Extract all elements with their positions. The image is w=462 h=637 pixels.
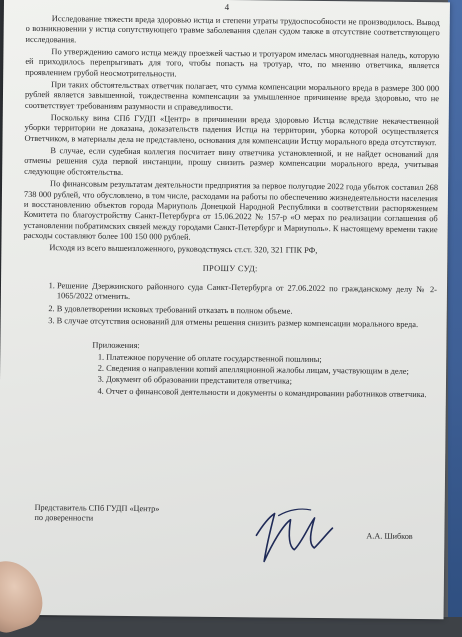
request-item: 1. Решение Дзержинского районного суда Санкт-Петербурга от 27.06.2022 по гражданскому делу № 2-1065/2022 отменить. — [57, 281, 437, 306]
paragraph: Поскольку вина СПб ГУДП «Центр» в причинении вреда здоровью Истца вследствие некачественной уборки территории не доказана, доказательств падения Истца на территории, уборка которой осуществляется Ответчиком, в материалы дела не представлено, основания для компенсации Истцу морального вреда отсутствуют. — [24, 113, 439, 147]
attachment-item: 4. Отчет о финансовой деятельности и документы о командировании работников ответчика. — [106, 386, 436, 400]
document-body — [22, 14, 440, 401]
request-item: 2. В удовлетворении исковых требований отказать в полном объеме. — [57, 304, 437, 318]
signatory-line-1: Представитель СПб ГУДП «Центр» — [34, 503, 160, 514]
paragraph: При таких обстоятельствах ответчик полагает, что сумма компенсации морального вреда в размере 300 000 рублей является завышенной, тождественна компенсации за умышленное причинение вреда здоровью, что не соответствует требованиям разумности и справедливости. — [24, 80, 440, 112]
attachment-item: 2. Сведения о направлении копий апелляционной жалобы лицам, участвующим в деле; — [106, 364, 436, 378]
attachments-list — [22, 352, 436, 401]
signatory-title — [35, 503, 185, 524]
blue-surface-edge — [448, 0, 462, 617]
signatory-name: А.А. Шибков — [366, 531, 413, 541]
attachment-item: 3. Документ об образовании представителя ответчика; — [106, 375, 436, 389]
paragraph: В случае, если судебная коллегия посчитает вину ответчика установленной, и не найдет оснований для отмены решения суда первой инстанции, прошу снизить размер компенсации морального вреда, учитывая следующие обстоятельства. — [24, 146, 439, 177]
paragraph: Исследование тяжести вреда здоровью истца и степени утраты трудоспособности не производилось. Вывод о возникновении у истца сопутствующего травме заболевания сделан судом также в отсутствие соответствующего исследования. — [25, 14, 440, 45]
paragraph: По утверждению самого истца между проезжей частью и тротуаром имелась многодневная наледь, которую ей приходилось перепрыгивать для того, чтобы попасть на тротуар, что, по мнению ответчика, является проявлением грубой неосмотрительности. — [25, 47, 440, 79]
handwritten-signature — [248, 495, 339, 571]
page-number: 4 — [224, 1, 230, 13]
request-heading: ПРОШУ СУД: — [202, 263, 258, 273]
signatory-line-2: по доверенности — [34, 512, 94, 523]
attachment-item: 1. Платежное поручение об оплате государственной пошлины; — [106, 352, 436, 366]
request-item: 3. В случае отсутствия оснований для отмены решения снизить размер компенсации морального вреда. — [57, 316, 437, 330]
attachments-title: Приложения: — [92, 340, 140, 351]
paragraph: По финансовым результатам деятельности предприятия за первое полугодие 2022 года убыток составил 268 738 000 рублей, что обусловлено, в том числе, расходами на работы по обеспечению жизнедеятельности населения и восстановлению объектов города Мариуполь Донецкой Народной Республики в соответствии распоряжением Комитета по благоустройству Санкт-Петербурга от 15.06.2022 № 157-р «О мерах по реализации соглашения об установлении побратимских связей между городами Санкт-Петербург и Мариуполь». К настоящему времени такие расходы составляют более 100 150 000 рублей. — [23, 179, 439, 242]
request-list — [23, 281, 437, 331]
paragraph: Исходя из всего вышеизложенного, руководствуясь ст.ст. 320, 321 ГПК РФ, — [49, 243, 318, 256]
attachments-section — [22, 340, 437, 400]
